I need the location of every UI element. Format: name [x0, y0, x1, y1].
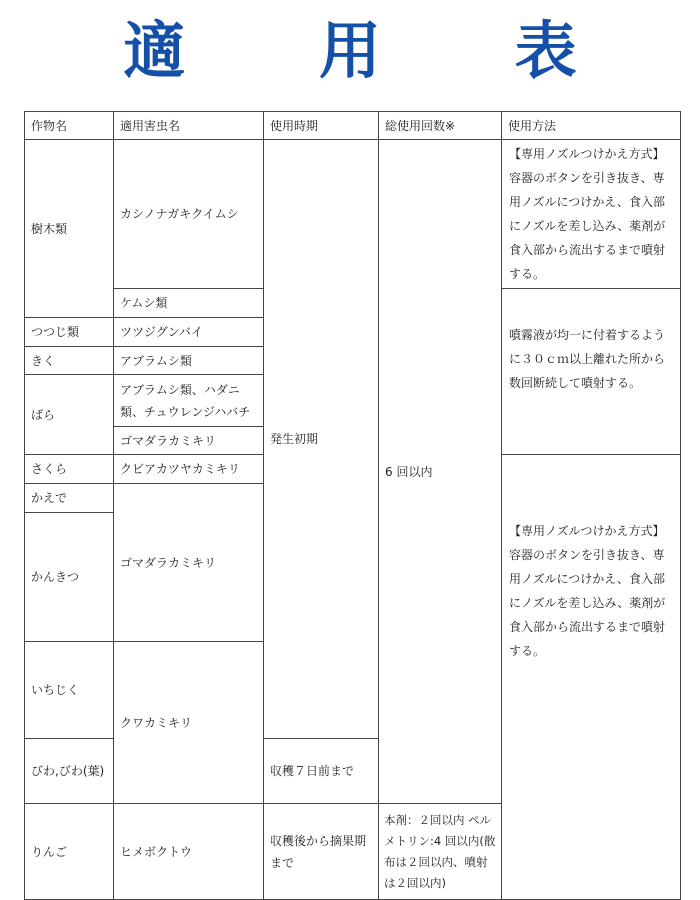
header-crop: 作物名 [25, 112, 114, 140]
header-row [25, 112, 681, 140]
count-cell: 6 回以内 [379, 140, 502, 804]
header-count: 総使用回数※ [379, 112, 502, 140]
pest-cell: ツツジグンバイ [114, 318, 264, 347]
pest-cell: カシノナガキクイムシ [114, 140, 264, 289]
crop-cell: かんきつ [25, 513, 114, 642]
pest-cell: ケムシ類 [114, 289, 264, 318]
pest-cell: ゴマダラカミキリ [114, 427, 264, 455]
pest-cell: クビアカツヤカミキリ [114, 455, 264, 484]
table-row [25, 140, 681, 289]
pest-cell: アブラムシ類 [114, 347, 264, 375]
crop-cell: 樹木類 [25, 140, 114, 318]
timing-cell: 発生初期 [264, 140, 379, 739]
crop-cell: ばら [25, 375, 114, 455]
method-cell: 【専用ノズルつけかえ方式】容器のボタンを引き抜き、専用ノズルにつけかえ、食入部にノズルを差し込み、薬剤が食入部から流出するまで噴射する。 [502, 455, 681, 900]
header-method: 使用方法 [502, 112, 681, 140]
crop-cell: りんご [25, 804, 114, 900]
crop-cell: きく [25, 347, 114, 375]
header-timing: 使用時期 [264, 112, 379, 140]
method-cell: 【専用ノズルつけかえ方式】容器のボタンを引き抜き、専用ノズルにつけかえ、食入部にノズルを差し込み、薬剤が食入部から流出するまで噴射する。 [502, 140, 681, 289]
crop-cell: いちじく [25, 642, 114, 739]
crop-cell: かえで [25, 484, 114, 513]
timing-cell: 収穫後から摘果期まで [264, 804, 379, 900]
page-title: 適 用 表 [123, 14, 633, 87]
pest-cell: クワカミキリ [114, 642, 264, 804]
header-pest: 適用害虫名 [114, 112, 264, 140]
pest-cell: ゴマダラカミキリ [114, 484, 264, 642]
pest-cell: ヒメボクトウ [114, 804, 264, 900]
crop-cell: つつじ類 [25, 318, 114, 347]
pest-cell: アブラムシ類、ハダニ類、チュウレンジハバチ [114, 375, 264, 427]
count-cell: 本剤：２回以内 ペルメトリン:4 回以内(散布は２回以内、噴射は２回以内) [379, 804, 502, 900]
crop-cell: びわ,びわ(葉) [25, 739, 114, 804]
timing-cell: 収穫７日前まで [264, 739, 379, 804]
method-cell: 噴霧液が均一に付着するように３０ｃｍ以上離れた所から数回断続して噴射する。 [502, 289, 681, 455]
crop-cell: さくら [25, 455, 114, 484]
application-table [24, 111, 681, 900]
